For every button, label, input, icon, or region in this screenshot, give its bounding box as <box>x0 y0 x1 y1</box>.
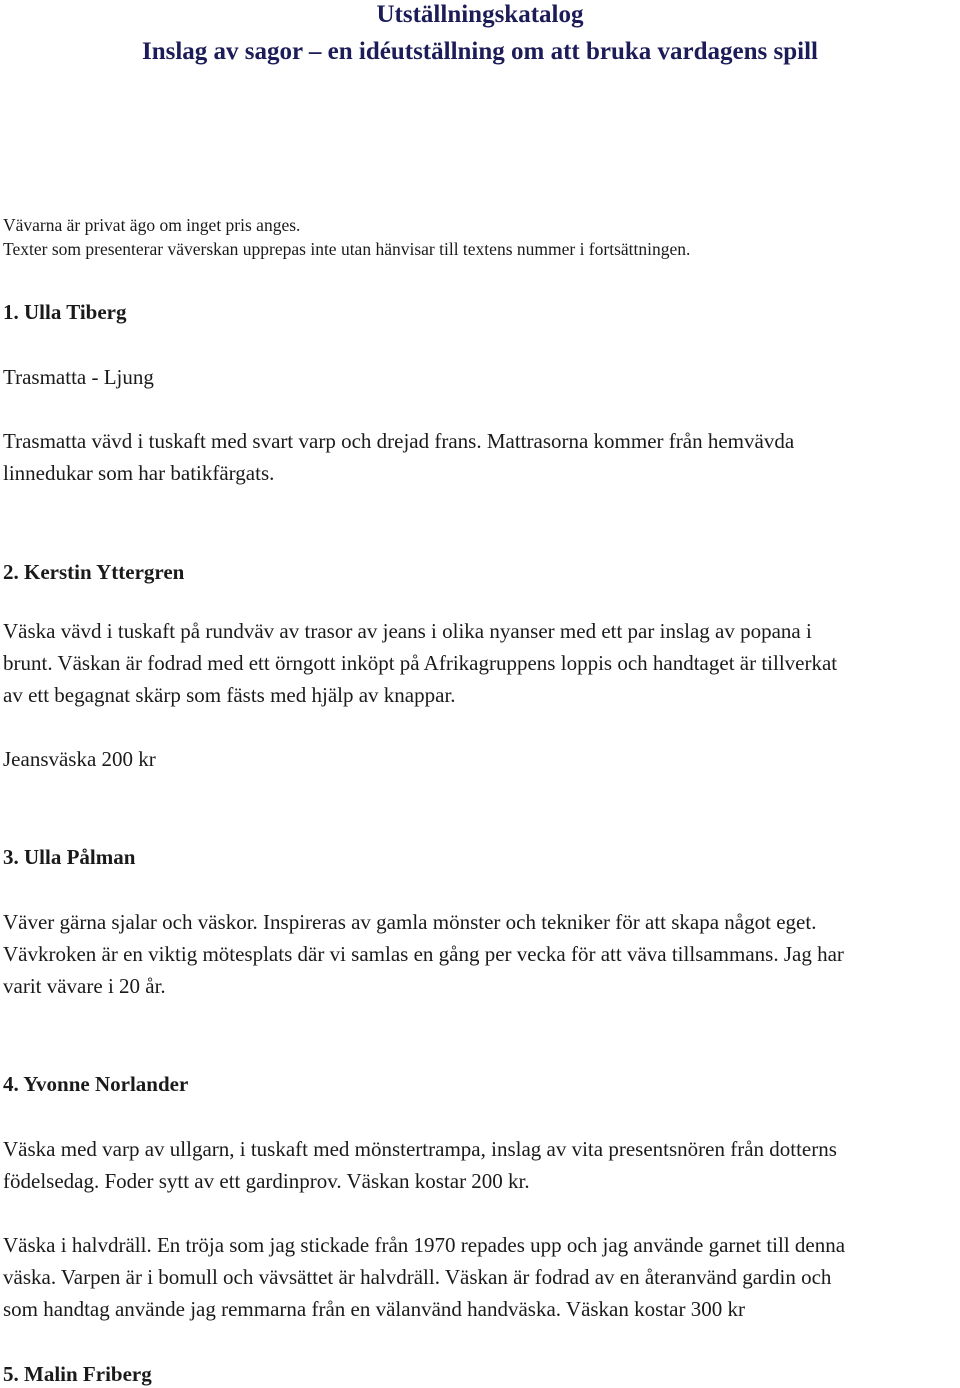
page-subtitle: Inslag av sagor – en idéutställning om att bruka vardagens spill <box>141 38 819 65</box>
entry-text-line: linnedukar som har batikfärgats. <box>3 461 275 485</box>
entry-text-line: Väver gärna sjalar och väskor. Inspireras av gamla mönster och tekniker för att skapa något eget. <box>3 910 817 934</box>
entry-text-line: födelsedag. Foder sytt av ett gardinprov. Väskan kostar 200 kr. <box>3 1169 530 1193</box>
entry-text-line: av ett begagnat skärp som fästs med hjälp av knappar. <box>3 683 456 707</box>
entry-heading: 2. Kerstin Yttergren <box>3 560 185 584</box>
entry-heading: 3. Ulla Pålman <box>3 845 136 869</box>
entry-text-line: varit vävare i 20 år. <box>3 974 166 998</box>
entry-text-line: Väska med varp av ullgarn, i tuskaft med mönstertrampa, inslag av vita presentsnören från dotterns <box>3 1137 837 1161</box>
entry-text-line: väska. Varpen är i bomull och vävsättet är halvdräll. Väskan är fodrad av en återanvänd gardin och <box>3 1265 832 1289</box>
entry-heading: 1. Ulla Tiberg <box>3 300 127 324</box>
entry-text-line: Väska vävd i tuskaft på rundväv av trasor av jeans i olika nyanser med ett par inslag av popana i <box>3 619 812 643</box>
page-title: Utställningskatalog <box>376 1 584 28</box>
intro-line: Vävarna är privat ägo om inget pris anges. <box>3 215 301 235</box>
entry-heading: 5. Malin Friberg <box>3 1362 152 1386</box>
entry-text-line: Trasmatta vävd i tuskaft med svart varp och drejad frans. Mattrasorna kommer från hemvävda <box>3 429 795 453</box>
entry-subtitle: Trasmatta - Ljung <box>3 365 154 389</box>
entry-text-line: brunt. Väskan är fodrad med ett örngott inköpt på Afrikagruppens loppis och handtaget är tillverkat <box>3 651 838 675</box>
intro-line: Texter som presenterar väverskan upprepas inte utan hänvisar till textens nummer i fortsättningen. <box>3 239 691 259</box>
entry-heading: 4. Yvonne Norlander <box>3 1072 189 1096</box>
entry-text-line: Vävkroken är en viktig mötesplats där vi samlas en gång per vecka för att väva tillsammans. Jag har <box>3 942 844 966</box>
entry-text-line: Väska i halvdräll. En tröja som jag stickade från 1970 repades upp och jag använde garnet till denna <box>3 1233 846 1257</box>
entry-text-line: Jeansväska 200 kr <box>3 747 156 771</box>
entry-text-line: som handtag använde jag remmarna från en välanvänd handväska. Väskan kostar 300 kr <box>3 1297 745 1321</box>
